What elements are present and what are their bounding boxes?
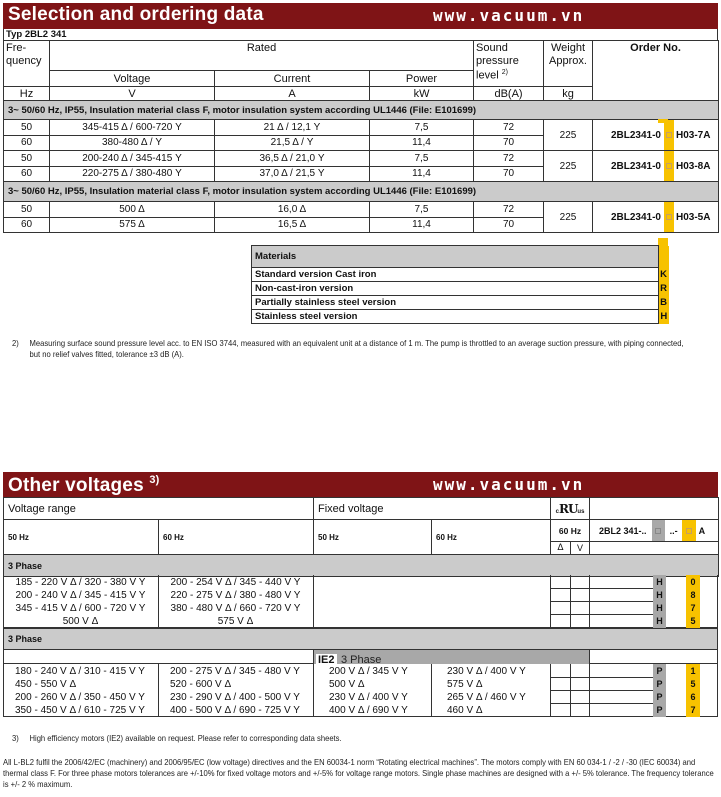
ie2-rows (3, 665, 718, 717)
footnote-2 (12, 338, 693, 360)
range-rows (3, 576, 718, 628)
placeholder-square-icon (686, 528, 692, 534)
cell-range-60hz: 230 - 290 V Δ / 400 - 500 V Y (170, 692, 300, 703)
cell-fixed-50hz: 200 V Δ / 345 V Y (329, 666, 408, 677)
table-row (4, 202, 719, 218)
ul-delta-header: Δ (551, 542, 571, 555)
code-strip (659, 246, 669, 268)
cell-range-50hz: 500 V Δ (62, 616, 99, 627)
table-row (3, 691, 718, 704)
ul-c: c (555, 508, 559, 515)
code-letter: P (656, 679, 663, 689)
cell-fixed-50hz: 400 V Δ / 690 V Y (329, 705, 408, 716)
cell-power: 11,4 (370, 217, 474, 233)
table-row (3, 576, 718, 589)
cell-range-60hz: 220 - 275 V Δ / 380 - 480 V Y (170, 590, 301, 601)
code-letter: P (656, 705, 663, 715)
cell-current: 36,5 Δ / 21,0 Y (215, 151, 370, 167)
footnote-text: Measuring surface sound pressure level acc. to EN ISO 3744, measured with an equivalent unit at a distance of 1 m. The pump is throttled to an average suction pressure, with piping connected, but no relief valves fitted, tolerance ±3 dB (A). (29, 338, 684, 359)
cell-voltage: 575 Δ (50, 217, 215, 233)
frequency-header-line2: quency (6, 55, 42, 67)
placeholder-square-icon (655, 528, 661, 534)
range-60hz-header: 60 Hz (159, 520, 314, 555)
table-row (3, 589, 718, 602)
phase-label: 3 Phase (4, 555, 719, 577)
blank-cell (590, 498, 719, 520)
code-digit: 5 (690, 616, 696, 626)
section-banner-other-voltages (3, 472, 718, 498)
unit-kw: kW (370, 87, 474, 101)
cell-voltage: 220-275 Δ / 380-480 Y (50, 166, 215, 182)
type-label: Typ 2BL2 341 (3, 29, 718, 40)
cell-range-50hz: 345 - 415 V Δ / 600 - 720 V Y (15, 603, 146, 614)
order-suffix: H03-8A (676, 160, 711, 172)
range-50hz-header: 50 Hz (4, 520, 159, 555)
cell-sound: 70 (474, 166, 544, 182)
group-label: 3~ 50/60 Hz, IP55, Insulation material class F, motor insulation system according UL1446 (File: E101699) (4, 101, 719, 120)
cell-voltage: 345-415 Δ / 600-720 Y (50, 120, 215, 136)
order-prefix: 2BL2341-0 (610, 129, 661, 141)
cell-power: 11,4 (370, 166, 474, 182)
cell-weight: 225 (544, 202, 593, 233)
ul-60hz-header: 60 Hz (551, 520, 590, 542)
cell-hz: 50 (4, 120, 50, 136)
cell-range-50hz: 350 - 450 V Δ / 610 - 725 V Y (15, 705, 145, 716)
cell-fixed-50hz: 230 V Δ / 400 V Y (329, 692, 408, 703)
order-prefix: 2BL2341-0 (610, 160, 661, 172)
placeholder-square-icon (666, 132, 672, 138)
material-code: H (660, 311, 668, 322)
code-digit: 1 (690, 666, 696, 676)
ie2-label-cell (313, 650, 590, 664)
fixed-60hz-header: 60 Hz (432, 520, 551, 555)
cell-voltage: 380-480 Δ / Y (50, 135, 215, 151)
watermark-url: www.vacuum.vn (433, 475, 585, 494)
material-row (252, 310, 669, 324)
cell-sound: 72 (474, 151, 544, 167)
cell-range-60hz: 400 - 500 V Δ / 690 - 725 V Y (170, 705, 300, 716)
material-code: B (660, 297, 667, 308)
code-digit: 0 (690, 577, 696, 587)
cell-current: 16,5 Δ (215, 217, 370, 233)
cell-power: 7,5 (370, 151, 474, 167)
rated-header: Rated (50, 41, 474, 71)
placeholder-box-yellow (682, 520, 696, 541)
ul-us: us (577, 508, 585, 515)
order-prefix: 2BL2 341-.. (599, 525, 647, 536)
material-label: Non-cast-iron version (252, 282, 659, 296)
footnote-ref: 3) (149, 474, 160, 486)
footnote-number: 2) (12, 338, 19, 348)
frequency-header (4, 41, 50, 87)
order-number (593, 202, 719, 233)
unit-a: A (215, 87, 370, 101)
section-title: Selection and ordering data (8, 4, 264, 25)
table-row (4, 120, 719, 136)
cell-range-50hz: 200 - 240 V Δ / 345 - 415 V Y (15, 590, 146, 601)
order-suffix: H03-7A (676, 129, 711, 141)
cell-weight: 225 (544, 151, 593, 182)
order-number (593, 120, 719, 151)
ul-listed-icon (556, 502, 585, 516)
materials-table (251, 245, 669, 324)
cell-current: 21 Δ / 12,1 Y (215, 120, 370, 136)
cell-power: 7,5 (370, 202, 474, 218)
table-row (3, 704, 718, 717)
cell-sound: 72 (474, 120, 544, 136)
table-row (4, 151, 719, 167)
cell-range-60hz: 200 - 275 V Δ / 345 - 480 V Y (170, 666, 300, 677)
placeholder-square-icon (666, 214, 672, 220)
code-digit: 8 (690, 590, 696, 600)
cru-us-logo (551, 498, 590, 520)
cell-sound: 70 (474, 135, 544, 151)
footnote-number: 3) (12, 733, 19, 743)
table-row (3, 615, 718, 628)
placeholder-box (664, 202, 674, 232)
cell-voltage: 200-240 Δ / 345-415 Y (50, 151, 215, 167)
cell-hz: 60 (4, 217, 50, 233)
cell-range-50hz: 180 - 240 V Δ / 310 - 415 V Y (15, 666, 145, 677)
order-suffix: H03-5A (676, 211, 711, 223)
voltage-range-header: Voltage range (4, 498, 314, 520)
weight-header-line2: Approx. (549, 55, 587, 67)
frequency-header-line1: Fre- (6, 42, 27, 54)
table-row (3, 665, 718, 678)
cell-current: 37,0 Δ / 21,5 Y (215, 166, 370, 182)
order-code-header (590, 520, 719, 542)
code-digit: 6 (690, 692, 696, 702)
code-letter: H (656, 590, 663, 600)
material-label: Partially stainless steel version (252, 296, 659, 310)
ie2-badge: IE2 (318, 654, 335, 666)
cell-hz: 60 (4, 166, 50, 182)
cell-current: 21,5 Δ / Y (215, 135, 370, 151)
materials-header: Materials (252, 246, 659, 268)
sound-header-line1: Sound (476, 42, 508, 54)
footnote-text: High efficiency motors (IE2) available on request. Please refer to corresponding data sheets. (29, 733, 342, 743)
cell-hz: 50 (4, 151, 50, 167)
unit-dba: dB(A) (474, 87, 544, 101)
cell-fixed-60hz: 575 V Δ (447, 679, 483, 690)
cell-range-50hz: 200 - 260 V Δ / 350 - 450 V Y (15, 692, 145, 703)
code-digit: 7 (690, 705, 696, 715)
cell-range-60hz: 200 - 254 V Δ / 345 - 440 V Y (170, 577, 301, 588)
cell-fixed-60hz: 230 V Δ / 400 V Y (447, 666, 526, 677)
cell-fixed-60hz: 265 V Δ / 460 V Y (447, 692, 526, 703)
material-label: Stainless steel version (252, 310, 659, 324)
sound-pressure-header (474, 41, 544, 87)
blank-cell (590, 542, 719, 555)
cell-range-50hz: 450 - 550 V Δ (15, 679, 77, 690)
cell-range-60hz: 520 - 600 V Δ (170, 679, 232, 690)
cell-fixed-60hz: 460 V Δ (447, 705, 483, 716)
code-digit: 7 (690, 603, 696, 613)
weight-header (544, 41, 593, 87)
material-code: R (660, 283, 667, 294)
material-label: Standard version Cast iron (252, 268, 659, 282)
cell-sound: 72 (474, 202, 544, 218)
order-prefix: 2BL2341-0 (610, 211, 661, 223)
voltage-header: Voltage (50, 71, 215, 87)
fixed-voltage-header: Fixed voltage (314, 498, 551, 520)
code-letter: P (656, 666, 663, 676)
watermark-url: www.vacuum.vn (433, 6, 585, 25)
ie2-label: 3 Phase (340, 654, 382, 666)
unit-hz: Hz (4, 87, 50, 101)
section-title-text: Other voltages (8, 475, 144, 496)
table-row (3, 602, 718, 615)
cell-hz: 50 (4, 202, 50, 218)
cell-current: 16,0 Δ (215, 202, 370, 218)
section-banner-selection (3, 3, 718, 29)
fixed-50hz-header: 50 Hz (314, 520, 432, 555)
ul-mark: RU (558, 501, 578, 516)
material-row (252, 268, 669, 282)
placeholder-square-icon (666, 163, 672, 169)
cell-range-50hz: 185 - 220 V Δ / 320 - 380 V Y (15, 577, 146, 588)
power-header: Power (370, 71, 474, 87)
order-suffix: A (698, 525, 706, 536)
code-letter: H (656, 616, 663, 626)
code-letter: H (656, 577, 663, 587)
order-mid: ..- (669, 525, 678, 536)
material-row (252, 296, 669, 310)
cell-power: 11,4 (370, 135, 474, 151)
code-digit: 5 (690, 679, 696, 689)
unit-v: V (50, 87, 215, 101)
code-letter: P (656, 692, 663, 702)
code-letter: H (656, 603, 663, 613)
cell-range-60hz: 380 - 480 V Δ / 660 - 720 V Y (170, 603, 301, 614)
cell-fixed-50hz: 500 V Δ (329, 679, 365, 690)
material-row (252, 282, 669, 296)
cell-weight: 225 (544, 120, 593, 151)
phase-label: 3 Phase (3, 628, 718, 650)
cell-sound: 70 (474, 217, 544, 233)
table-row (3, 678, 718, 691)
sound-header-line2: pressure (476, 54, 519, 67)
cell-voltage: 500 Δ (50, 202, 215, 218)
sound-header-line3: level (476, 69, 499, 82)
section-title (8, 475, 160, 497)
unit-kg: kg (544, 87, 593, 101)
material-code: K (660, 269, 667, 280)
order-number (593, 151, 719, 182)
other-voltages-table (3, 497, 719, 577)
placeholder-box (664, 120, 674, 150)
footnote-3 (12, 733, 693, 744)
cell-power: 7,5 (370, 120, 474, 136)
placeholder-box (664, 151, 674, 181)
general-note: All L-BL2 fulfil the 2006/42/EC (machinery) and 2006/95/EC (low voltage) directives and the EN 60034-1 norm “Rotating electrical machines”. The motors comply with EN 60 034-1 / -2 / -30 (IEC 60034) and thermal class F. For three phase motors tolerances are +/-10% for fixed voltage motors and +/-5% for voltage range motors. Single phase machines are designed with a +/- 5% tolerance. The frequency tolerance is +/- 2 % maximum. (3, 757, 714, 789)
weight-header-line1: Weight (550, 42, 586, 54)
footnote-ref: 2) (501, 69, 508, 76)
current-header: Current (215, 71, 370, 87)
group-label: 3~ 50/60 Hz, IP55, Insulation material class F, motor insulation system according UL1446 (File: E101699) (4, 182, 719, 202)
cell-range-60hz: 575 V Δ (217, 616, 254, 627)
cell-hz: 60 (4, 135, 50, 151)
order-no-header: Order No. (593, 41, 719, 101)
selection-group-1 (3, 100, 719, 233)
code-strip (658, 119, 668, 123)
placeholder-box-gray (652, 520, 665, 541)
ul-v-header: V (571, 542, 590, 555)
selection-table-header (3, 40, 719, 101)
